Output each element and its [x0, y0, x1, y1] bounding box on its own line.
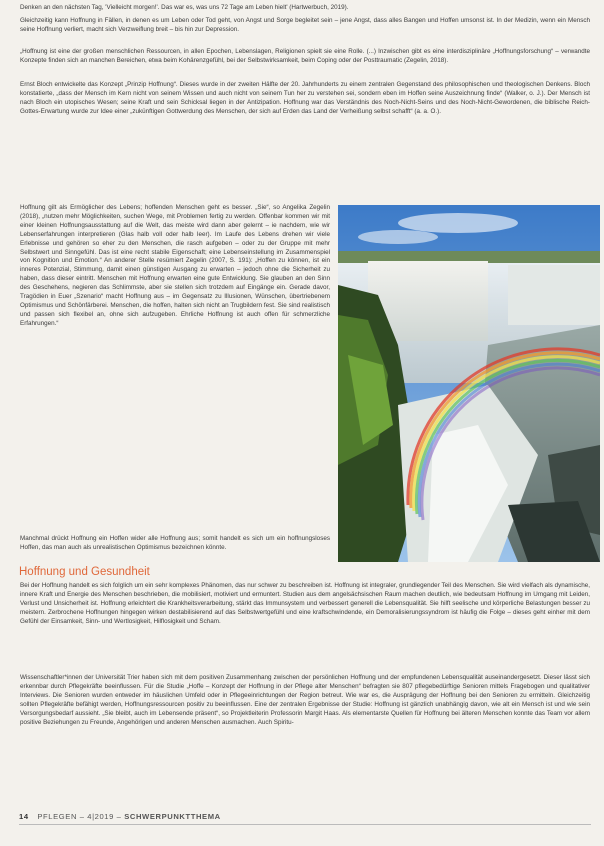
paragraph-resource-quote: „Hoffnung ist eine der großen menschlichen Ressourcen, in allen Epochen, Lebenslagen, Religionen spielt sie eine Rolle. (...) Inzwischen gibt es eine interdisziplinäre „Hoffnungsforschung“ – verwandte Konzepte finden sich an manchen Bereichen, etwa beim Kohärenzgefühl, bei der Selbstwirksamkeit, beim Coping oder der Posttraumatic (Zegelin, 2018).: [20, 48, 590, 64]
magazine-issue: PFLEGEN – 4|2019 –: [37, 812, 122, 821]
paragraph-trier-study: Wissenschaftler*innen der Universität Trier haben sich mit dem positiven Zusammenhang zwischen der persönlichen Hoffnung und der empfundenen Lebensqualität auseinandergesetzt. Dieser lässt sich erkennbar durch Pflegekräfte beeinflussen. Für die Studie „Hoffe – Konzept der Hoffnung in der Pflege alter Menschen“ befragten sie 807 pflegebedürftige Senioren mittels Fragebogen und qualitativer Interviews. Die Senioren wurden entweder im häuslichen Umfeld oder in Pflegeeinrichtungen der Region betreut. Wie war es, die Ausprägung der Hoffnung bei den Senioren zu ermitteln. Gleichzeitig sollten Pflegekräfte befähigt werden, Hoffnungsressourcen positiv zu beeinflussen. Eine der zentralen Ergebnisse der Studie: Hoffnung ist gänzlich unabhängig davon, wie alt ein Mensch ist und wie sein Versorgungsbedarf aussieht. „Sie bleibt, auch im Lebensende präsent“, so Projektleiterin Professorin Margit Haas. Als elementarste Quellen für Hoffnung bei älteren Menschen konnte das Team vor allem positive Beziehungen zu Freunde, Angehörigen und anderen Menschen ausmachen. Auch Spiritu-: [20, 674, 590, 726]
paragraph-health: Bei der Hoffnung handelt es sich folglich um ein sehr komplexes Phänomen, das nur schwer zu beschreiben ist. Hoffnung ist integraler, grundlegender Teil des Menschen. Sie wird vielfach als dynamische, innere Kraft und Energie des Menschen beschrieben, die mobilisiert, motiviert und ermuntert. Studien aus dem angelsächsischen Raum machen deutlich, wie bedeutsam Hoffnung im Umgang mit Leiden, Verlust und Unsicherheit ist. Hoffnung erleichtert die Krankheitsverarbeitung, stärkt das Immunsystem und verbessert generell die Lebensqualität. Sie hilft seelische und körperliche Belastungen besser zu meistern. Zerbrochene Hoffnungen hingegen wirken destabilisierend auf das Selbstwertgefühl und eine kraftschwindende, ein Demoralisierungssyndrom ist häufig die Folge – dieses geht einher mit dem Gefühl der Einsamkeit, Sinn- und Wertlosigkeit, Hilflosigkeit und Scham.: [20, 582, 590, 625]
section-heading: Hoffnung und Gesundheit: [19, 566, 150, 578]
waterfall-rainbow-photo: [338, 205, 600, 562]
paragraph-bloch: Ernst Bloch entwickelte das Konzept „Prinzip Hoffnung“. Dieses wurde in der zweiten Hälfte der 20. Jahrhunderts zu einem zentralen Gegenstand des philosophischen und theologischen Denkens. Bloch konstatierte, „dass der Mensch im Kern nicht von seinem Wissen und auch nicht von seinem Tun her zu verstehen sei, sondern eben im Hoffen seine Auszeichnung finde“ (Walker, o. J.). Der Mensch ist nach Bloch ein utopisches Wesen; seine Kraft und sein Schicksal liegen in der Antizipation. Hoffnung war das Verständnis des Noch-Nicht-Seins und des Noch-Nicht-Gewordenen, die biblische Reich-Gottes-Erwartung wurde zur Idee einer „zukünftigen Gottwerdung des Menschen, der sich auf Erden das Land der Verheißung selbst schafft“ (a. a. O.).: [20, 81, 590, 115]
footer-divider: [19, 824, 591, 825]
paragraph-fear: Gleichzeitig kann Hoffnung in Fällen, in denen es um Leben oder Tod geht, von Angst und Sorge begleitet sein – jene Angst, dass alles Bangen und Hoffen umsonst ist. In der Medizin, wenn ein Mensch seine Hoffnung verliert, macht sich Verzweiflung breit – bis hin zur Depression.: [20, 17, 590, 33]
section-name: SCHWERPUNKTTHEMA: [124, 812, 221, 821]
paragraph-hopeless-hope: Manchmal drückt Hoffnung ein Hoffen wider alle Hoffnung aus; somit handelt es sich um ein hoffnungsloses Hoffen, das man auch als unrealistischen Optimismus bezeichnen könnte.: [20, 535, 330, 551]
paragraph-zegelin: Hoffnung gilt als Ermöglicher des Lebens; hoffenden Menschen geht es besser. „Sie“, so Angelika Zegelin (2018), „nutzen mehr Möglichkeiten, suchen Wege, mit Problemen fertig zu werden. Offenbar kommen wir mit einer kleinen Hoffnungsausstattung auf die Welt, das meiste wird dann aber gelernt – ie nachdem, wie wir Lebenserfahrungen interpretieren (Glas halb voll oder halb leer). Im Laufe des Lebens drehen wir viele Erlebnisse und gehören so eher zu den Menschen, die rasch aufgeben – oder zu der Gruppe mit mehr Selbstwert und Sinngefühl. Das ist eine recht stabile Eigenschaft; eine Lebenseinstellung im Zusammenspiel von Kognition und Emotion.“ An anderer Stelle resümiert Zegelin (2007, S. 191): „Hoffen zu können, ist ein inneres Potenzial, Stimmung, damit einen günstigen Ausgang zu erwarten – jedoch ohne die Sicherheit zu haben, dass dieser eintritt. Menschen mit Hoffnung erwarten eine gute Entwicklung. Sie glauben an den Sinn des Geschehens, negieren das Schlimmste, aber sie stellen sich trotzdem auf Eingänge ein. Gerade davor, Tragödien in Euer „Szenario“ macht Hoffnung aus – im Gegensatz zu Illusionen, Wünschen, übertriebenem Optimismus und Schönfärberei. Menschen, die hoffen, halten sich nicht an Trugbildern fest. Sie sind realistisch und passen sich flexibel an, ohne sich aufzugeben. Ehrliche Hoffnung ist auch offen für schmerzliche Erfahrungen.“: [20, 204, 330, 327]
page-footer: [19, 812, 589, 821]
page-number: 14: [19, 812, 29, 821]
paragraph-intro: Denken an den nächsten Tag, 'Vielleicht morgen!'. Das war es, was uns 72 Tage am Leben hielt' (Hartwerbuch, 2019).: [20, 4, 349, 11]
